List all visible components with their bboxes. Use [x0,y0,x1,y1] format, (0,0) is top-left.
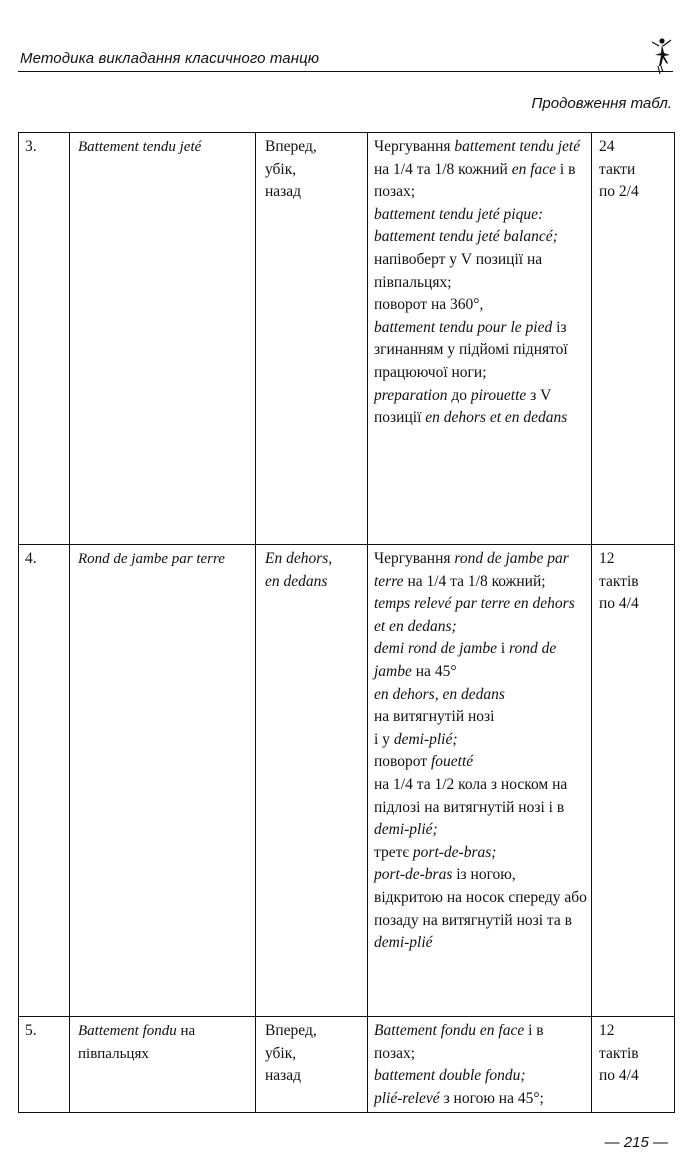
exercise-name-text: Battement fondu [78,1023,177,1039]
header-rule [18,71,673,72]
description-fragment: і у [374,730,394,748]
description-fragment: en dehors et en dedans [425,409,568,427]
exercise-name-text: Rond de jambe par terre [78,551,225,567]
description-fragment: temps relevé par terre en dehors et en dedans; [374,595,575,635]
description-fragment: Чергування [374,138,455,155]
description-fragment: battement tendu jeté balancé; [374,228,558,246]
description-fragment: на 1/4 та 1/8 кожний [374,160,512,178]
exercise-name [70,133,256,545]
description-fragment: на 1/4 та 1/2 кола з носком на підлозі на витягнутій нозі і в [374,775,568,816]
table-row [19,1017,675,1113]
exercise-description [368,545,592,1017]
description-fragment: на 1/4 та 1/8 кожний; [403,572,546,590]
description-fragment: поворот на 360°, [374,296,484,314]
page-number: — 215 — [604,1134,668,1151]
description-fragment: і в позах; [374,1022,544,1062]
description-fragment: і в позах; [374,160,576,201]
exercise-description [368,133,592,545]
exercise-name-suffix: на півпальцях [78,1023,196,1062]
description-fragment: із згинанням у підйомі піднятої працюючої ноги; [374,318,568,381]
description-fragment: з V позиції [374,386,552,427]
row-number: 5. [19,1017,70,1113]
exercise-description [368,1017,592,1113]
description-fragment: port-de-bras [374,866,453,884]
tempo: 24 такти по 2/4 [592,133,675,545]
description-fragment: напівоберт у V позиції на півпальцях; [374,250,543,291]
direction: En dehors, en dedans [256,545,368,1017]
table-row [19,133,675,545]
description-fragment: plié-relevé [374,1089,440,1107]
description-fragment: із ногою, відкритою на носок спереду або позаду на витягнутій нозі та в [374,866,587,929]
tempo: 12 тактів по 4/4 [592,1017,675,1113]
description-fragment: demi-plié; [393,730,458,748]
ballerina-silhouette-icon [646,36,676,76]
description-fragment: на 45° [411,662,457,680]
description-fragment: Battement fondu en face [374,1022,525,1039]
continuation-label: Продовження табл. [531,95,672,112]
description-fragment: поворот [374,753,431,771]
exercise-name [70,545,256,1017]
description-fragment: port-de-bras; [412,843,497,861]
description-fragment: en dehors, en dedans [374,685,505,703]
description-fragment: з ногою на 45°; [439,1089,544,1107]
description-fragment: до [447,386,471,404]
description-fragment: preparation [374,386,448,404]
description-fragment: rond de jambe [374,640,557,680]
description-fragment: battement tendu jeté pique: [374,205,544,223]
description-fragment: demi-plié; [374,821,438,839]
description-fragment: третє [374,843,413,861]
description-fragment: demi rond de jambe [374,640,497,658]
description-fragment: demi-plié [374,934,433,952]
description-fragment: rond de jambe par terre [374,550,569,590]
description-fragment: fouetté [430,753,474,771]
description-fragment: pirouette [470,386,527,404]
description-fragment: battement tendu jeté [454,138,581,155]
description-fragment: battement double fondu; [374,1067,526,1085]
running-head: Методика викладання класичного танцю [20,50,320,67]
description-fragment: на витягнутій нозі [374,708,495,726]
row-number: 4. [19,545,70,1017]
row-number: 3. [19,133,70,545]
table-row [19,545,675,1017]
description-fragment: Чергування [374,550,455,567]
direction: Вперед, убік, назад [256,1017,368,1113]
exercise-name [70,1017,256,1113]
description-fragment: і [496,640,510,658]
direction: Вперед, убік, назад [256,133,368,545]
exercise-name-text: Battement tendu jeté [78,139,202,155]
description-fragment: battement tendu pour le pied [374,318,553,336]
table-body [19,133,675,1113]
exercise-table [18,132,675,1113]
description-fragment: en face [511,160,557,178]
tempo: 12 тактів по 4/4 [592,545,675,1017]
